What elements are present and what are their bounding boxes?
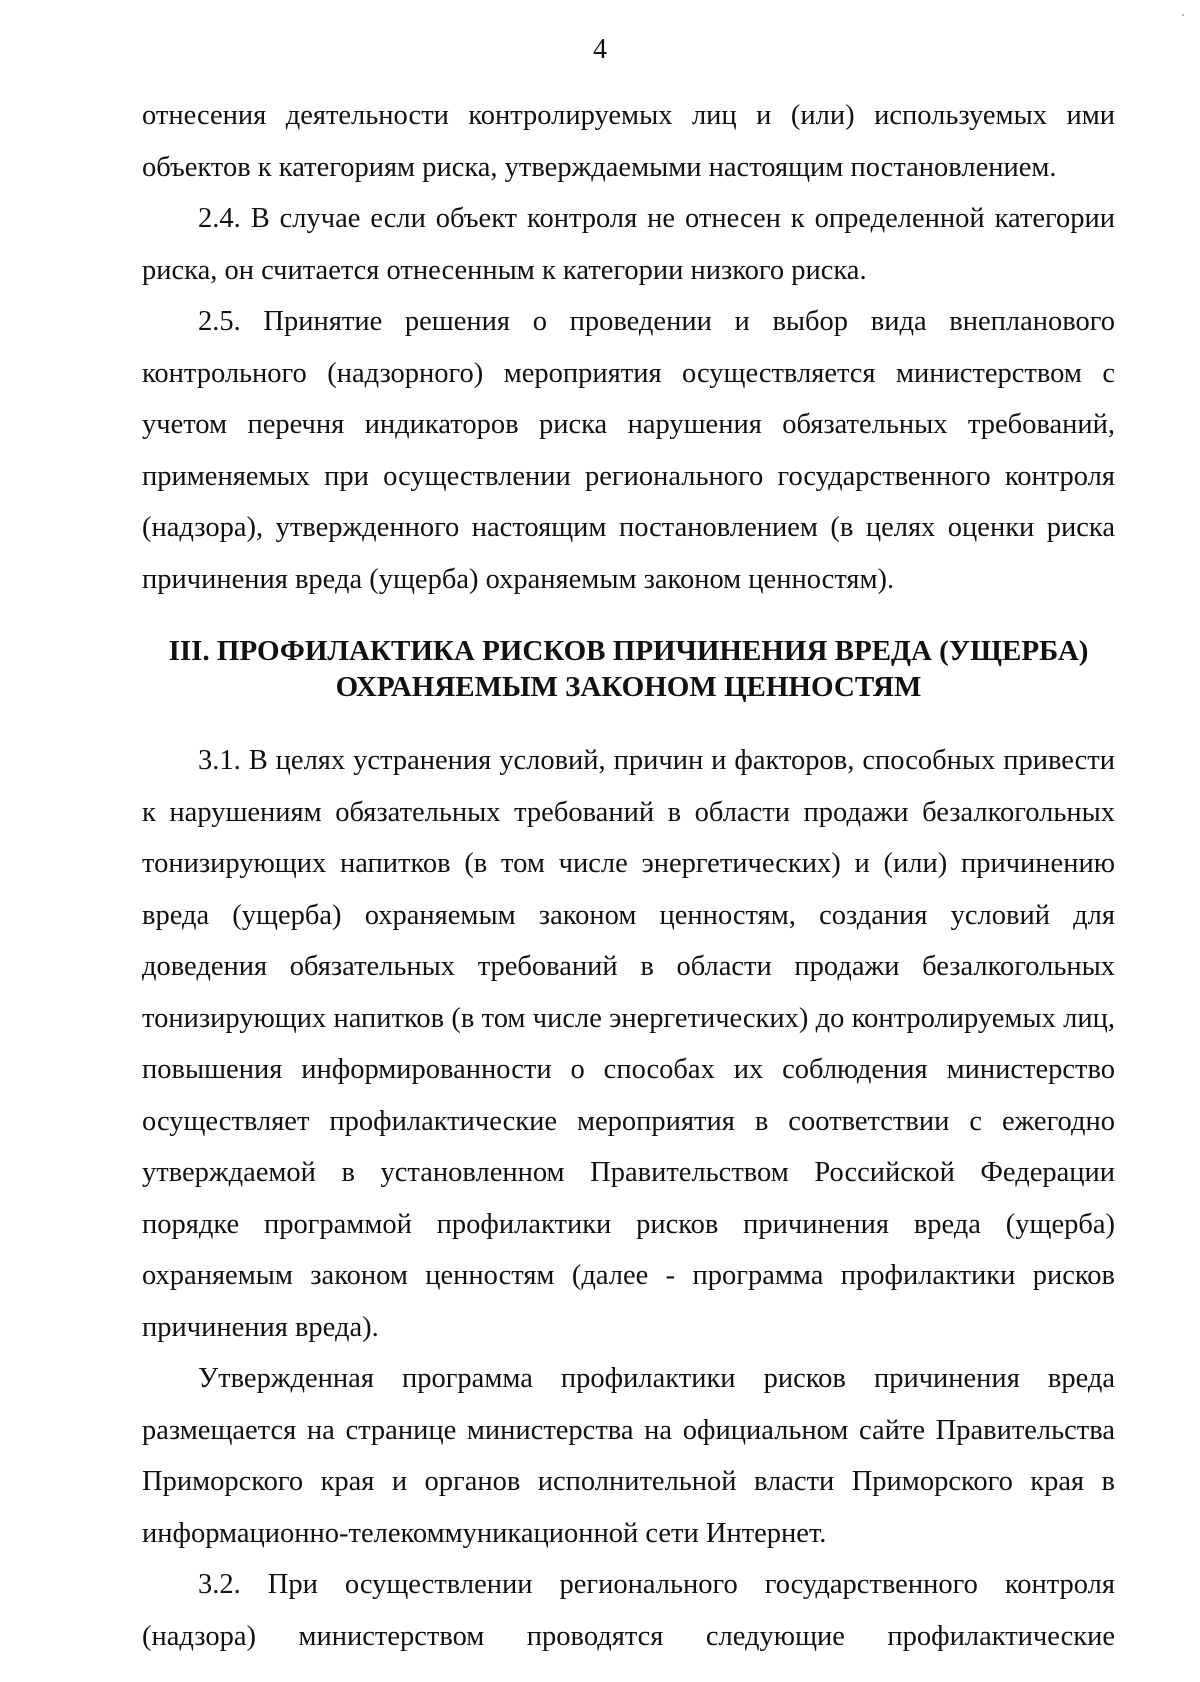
paragraph-2-4: 2.4. В случае если объект контроля не отнесен к определенной категории риска, он считается отнесенным к категории низкого риска. xyxy=(142,203,1115,286)
paragraph-3-1: 3.1. В целях устранения условий, причин и факторов, способных привести к нарушениям обязательных требований в области продажи безалкогольных тонизирующих напитков (в том числе энергетических) и (или) причинению вреда (ущерба) охраняемым законом ценностям, создания условий для доведения обязательных требований в области продажи безалкогольных тонизирующих напитков (в том числе энергетических) до контролируемых лиц, повышения информированности о способах их соблюдения министерство осуществляет профилактические мероприятия в соответствии с ежегодно утверждаемой в установленном Правительством Российской Федерации порядке программой профилактики рисков причинения вреда (ущерба) охраняемым законом ценностям (далее - программа профилактики рисков причинения вреда). xyxy=(142,745,1115,1343)
page-number: 4 xyxy=(593,34,607,65)
scan-speck xyxy=(1182,14,1184,16)
section-heading xyxy=(142,633,1115,705)
document-body xyxy=(142,90,1115,1662)
section-heading-line-1: III. ПРОФИЛАКТИКА РИСКОВ ПРИЧИНЕНИЯ ВРЕДА (УЩЕРБА) xyxy=(168,635,1089,667)
paragraph-2-5: 2.5. Принятие решения о проведении и выбор вида внепланового контрольного (надзорного) мероприятия осуществляется министерством с учетом перечня индикаторов риска нарушения обязательных требований, применяемых при осуществлении регионального государственного контроля (надзора), утвержденного настоящим постановлением (в целях оценки риска причинения вреда (ущерба) охраняемым законом ценностям). xyxy=(142,306,1115,595)
section-heading-line-2: ОХРАНЯЕМЫМ ЗАКОНОМ ЦЕННОСТЯМ xyxy=(335,671,922,703)
paragraph-program-published: Утвержденная программа профилактики рисков причинения вреда размещается на странице министерства на официальном сайте Правительства Приморского края и органов исполнительной власти Приморского края в информационно-телекоммуникационной сети Интернет. xyxy=(142,1363,1115,1549)
paragraph-continuation: отнесения деятельности контролируемых лиц и (или) используемых ими объектов к категориям риска, утверждаемыми настоящим постановлением. xyxy=(142,100,1115,183)
paragraph-3-2: 3.2. При осуществлении регионального государственного контроля (надзора) министерством проводятся следующие профилактические xyxy=(142,1569,1115,1652)
